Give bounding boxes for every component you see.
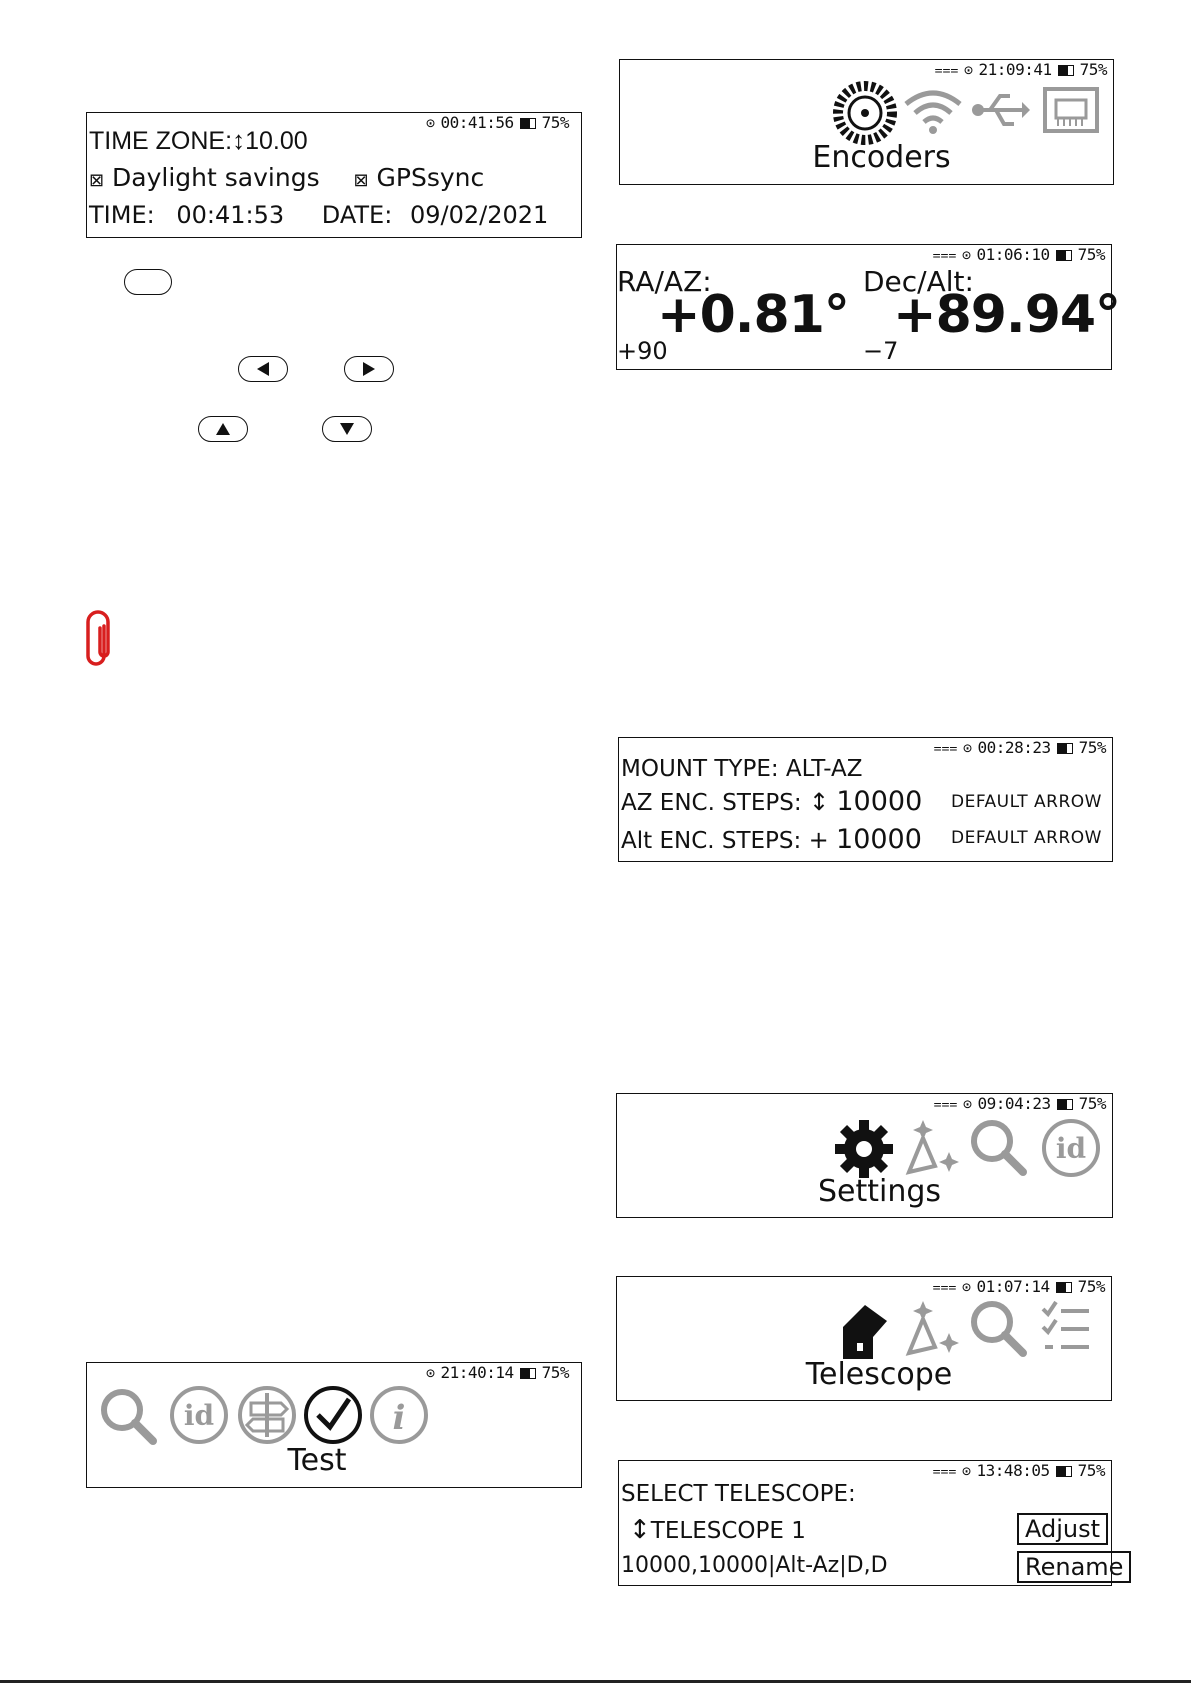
left-key-icon <box>238 356 288 382</box>
status-bar <box>934 1094 1106 1114</box>
battery-level: 75% <box>1077 245 1105 264</box>
paperclip-icon <box>82 612 116 668</box>
battery-level: 75% <box>1078 738 1106 757</box>
updown-arrow-icon: ↕ <box>808 788 830 816</box>
status-time: 00:41:56 <box>440 113 514 132</box>
gpssync-label: GPSsync <box>376 163 485 192</box>
ethernet-icon[interactable] <box>1042 86 1100 134</box>
az-steps-row <box>621 786 922 817</box>
rename-button[interactable]: Rename <box>1017 1551 1131 1583</box>
dec-label: Dec/Alt: <box>863 265 974 298</box>
page-divider <box>0 1680 1191 1683</box>
battery-level: 75% <box>541 1363 569 1382</box>
status-bar <box>934 738 1106 758</box>
observatory-icon[interactable] <box>835 1299 893 1363</box>
telescope-summary: 10000,10000|Alt-Az|D,D <box>621 1553 888 1578</box>
svg-text:id: id <box>183 1399 215 1432</box>
settings-screen <box>616 1093 1113 1218</box>
telescope-name[interactable]: TELESCOPE 1 <box>650 1518 806 1544</box>
ra-label: RA/AZ: <box>617 265 712 298</box>
status-time: 21:09:41 <box>978 60 1052 79</box>
battery-icon <box>520 1368 536 1379</box>
battery-level: 75% <box>1077 1277 1105 1296</box>
timezone-label: TIME ZONE: <box>89 127 233 155</box>
wifi-icon[interactable] <box>902 86 964 136</box>
az-note: DEFAULT ARROW <box>951 792 1102 812</box>
usb-icon[interactable] <box>970 88 1032 132</box>
battery-level: 75% <box>1079 60 1107 79</box>
id-icon[interactable] <box>1041 1118 1101 1178</box>
timezone-value[interactable]: 10.00 <box>245 127 308 155</box>
gps-icon: ⊙ <box>426 1364 435 1382</box>
timezone-screen <box>86 112 582 238</box>
status-time: 01:07:14 <box>976 1277 1050 1296</box>
battery-icon <box>1056 1466 1072 1477</box>
signpost-icon[interactable] <box>237 1385 297 1445</box>
alt-steps-value[interactable]: 10000 <box>836 824 922 855</box>
status-time: 01:06:10 <box>976 245 1050 264</box>
updown-arrow-icon: ↕ <box>232 125 246 155</box>
signal-icon: ⩶ <box>933 740 957 756</box>
battery-icon <box>1056 250 1072 261</box>
battery-level: 75% <box>1078 1094 1106 1113</box>
status-time: 13:48:05 <box>976 1461 1050 1480</box>
timezone-row <box>89 125 308 156</box>
battery-icon <box>1058 65 1074 76</box>
status-bar <box>933 245 1105 265</box>
signal-icon: ⩶ <box>934 62 958 78</box>
svg-text:id: id <box>1055 1132 1087 1165</box>
select-title: SELECT TELESCOPE: <box>621 1481 856 1507</box>
menu-label: Test <box>287 1443 347 1478</box>
checkmark-icon[interactable] <box>303 1385 363 1445</box>
dec-sub: −7 <box>863 337 899 365</box>
time-date-row <box>89 201 548 229</box>
alt-steps-label: Alt ENC. STEPS: <box>621 828 802 854</box>
signal-icon: ⩶ <box>932 1279 956 1295</box>
options-row <box>89 163 484 192</box>
gps-icon: ⊙ <box>962 246 971 264</box>
gps-icon: ⊙ <box>962 1462 971 1480</box>
status-time: 00:28:23 <box>977 738 1051 757</box>
battery-icon <box>520 118 536 129</box>
mount-type-line[interactable]: MOUNT TYPE: ALT-AZ <box>621 756 863 782</box>
telescope-screen <box>616 1276 1112 1401</box>
gps-icon: ⊙ <box>964 61 973 79</box>
alignment-stars-icon[interactable] <box>901 1116 961 1178</box>
daylight-label: Daylight savings <box>112 163 320 192</box>
encoder-wheel-icon[interactable] <box>834 82 896 144</box>
down-key-icon <box>322 416 372 442</box>
id-icon[interactable] <box>169 1385 229 1445</box>
right-key-icon <box>344 356 394 382</box>
battery-icon <box>1057 1099 1073 1110</box>
test-screen <box>86 1362 582 1488</box>
menu-label: Settings <box>817 1174 942 1209</box>
search-icon[interactable] <box>967 1297 1029 1359</box>
status-time: 21:40:14 <box>440 1363 514 1382</box>
gps-icon: ⊙ <box>962 1278 971 1296</box>
adjust-button[interactable]: Adjust <box>1017 1513 1108 1545</box>
battery-icon <box>1057 743 1073 754</box>
alt-steps-row: Alt ENC. STEPS: + 10000 <box>621 824 922 855</box>
search-icon[interactable] <box>97 1385 159 1447</box>
select-telescope-screen <box>618 1460 1124 1586</box>
alt-note: DEFAULT ARROW <box>951 828 1102 848</box>
ra-value: +0.81° <box>657 285 849 345</box>
updown-arrow-icon: ↕ <box>629 1515 651 1545</box>
search-icon[interactable] <box>967 1116 1029 1178</box>
date-label: DATE: <box>321 201 393 229</box>
info-icon[interactable] <box>369 1385 429 1445</box>
status-bar <box>933 1461 1105 1481</box>
gps-icon: ⊙ <box>426 114 435 132</box>
menu-label: Telescope <box>805 1357 953 1392</box>
battery-level: 75% <box>541 113 569 132</box>
checklist-icon[interactable] <box>1041 1297 1093 1359</box>
encoders-screen <box>619 59 1114 185</box>
signal-icon: ⩶ <box>933 1096 957 1112</box>
status-bar <box>426 113 569 133</box>
gpssync-checkbox[interactable]: ⊠ <box>353 170 369 191</box>
menu-label: Encoders <box>812 140 951 175</box>
time-label: TIME: <box>89 201 155 229</box>
alignment-stars-icon[interactable] <box>901 1297 961 1359</box>
telescope-row <box>621 1515 806 1545</box>
daylight-checkbox[interactable]: ⊠ <box>89 170 105 191</box>
status-bar <box>933 1277 1105 1297</box>
date-value: 09/02/2021 <box>409 201 549 229</box>
az-steps-value[interactable]: 10000 <box>836 786 923 817</box>
battery-level: 75% <box>1077 1461 1105 1480</box>
gps-icon: ⊙ <box>963 1095 972 1113</box>
mount-screen <box>618 737 1113 862</box>
status-bar <box>426 1363 569 1383</box>
dec-value: +89.94° <box>893 285 1121 345</box>
coordinates-screen <box>616 244 1121 370</box>
status-time: 09:04:23 <box>977 1094 1051 1113</box>
gps-icon: ⊙ <box>963 739 972 757</box>
status-bar <box>935 60 1107 80</box>
az-steps-label: AZ ENC. STEPS: <box>621 790 802 816</box>
ra-sub: +90 <box>617 337 668 365</box>
ok-key-icon <box>124 269 172 295</box>
time-value: 00:41:53 <box>176 201 285 229</box>
signal-icon: ⩶ <box>932 1463 956 1479</box>
signal-icon: ⩶ <box>932 247 956 263</box>
svg-text:i: i <box>392 1398 406 1438</box>
gear-icon[interactable] <box>833 1118 895 1180</box>
battery-icon <box>1056 1282 1072 1293</box>
up-key-icon <box>198 416 248 442</box>
